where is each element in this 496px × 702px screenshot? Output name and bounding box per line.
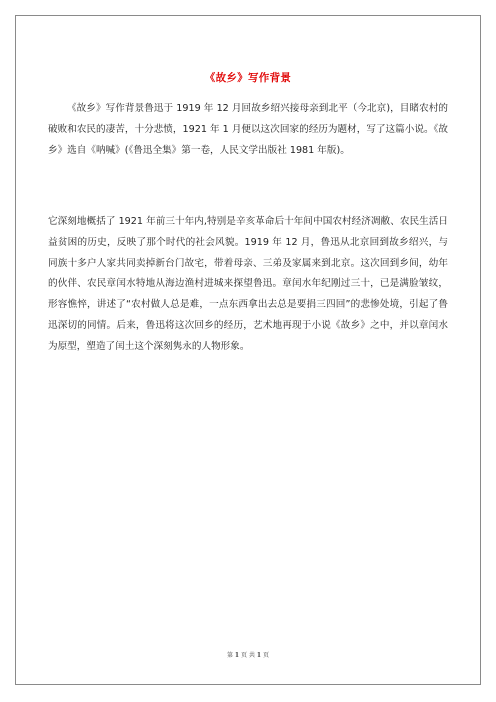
footer-suffix: 页 bbox=[262, 652, 269, 659]
footer-total-pages: 1 bbox=[256, 652, 262, 659]
footer-middle: 页 共 bbox=[241, 652, 255, 659]
page-footer bbox=[0, 650, 496, 659]
paragraph-1: 《故乡》写作背景鲁迅于 1919 年 12 月回故乡绍兴接母亲到北平（今北京)，目睹农村的破败和农民的凄苦，十分悲愤，1921 年 1 月便以这次回家的经历为题材，写了这篇小说。《故乡》选自《呐喊》(《鲁迅全集》第一卷，人民文学出版社 1981 年版)。 bbox=[48, 103, 448, 156]
footer-current-page: 1 bbox=[234, 652, 240, 659]
footer-prefix: 第 bbox=[226, 652, 233, 659]
paragraph-2: 它深刻地概括了 1921 年前三十年内,特别是辛亥革命后十年间中国农村经济凋敝、农民生活日益贫困的历史，反映了那个时代的社会风貌。1919 年 12 月，鲁迅从北京回到故乡绍兴，与同族十多户人家共同卖掉新台门故宅，带着母亲、三弟及家属来到北京。这次回到乡间，幼年的伙伴、农民章闰水特地从海边渔村进城来探望鲁迅。章闰水年纪刚过三十，已是满脸皱纹，形容憔悴，讲述了“农村做人总是难，一点东西拿出去总是要捐三四回”的悲惨处境，引起了鲁迅深切的同情。后来，鲁迅将这次回乡的经历，艺术地再现于小说《故乡》之中，并以章闰水为原型，塑造了闰土这个深刻隽永的人物形象。 bbox=[48, 216, 448, 352]
document-title: 《故乡》写作背景 bbox=[204, 72, 292, 84]
